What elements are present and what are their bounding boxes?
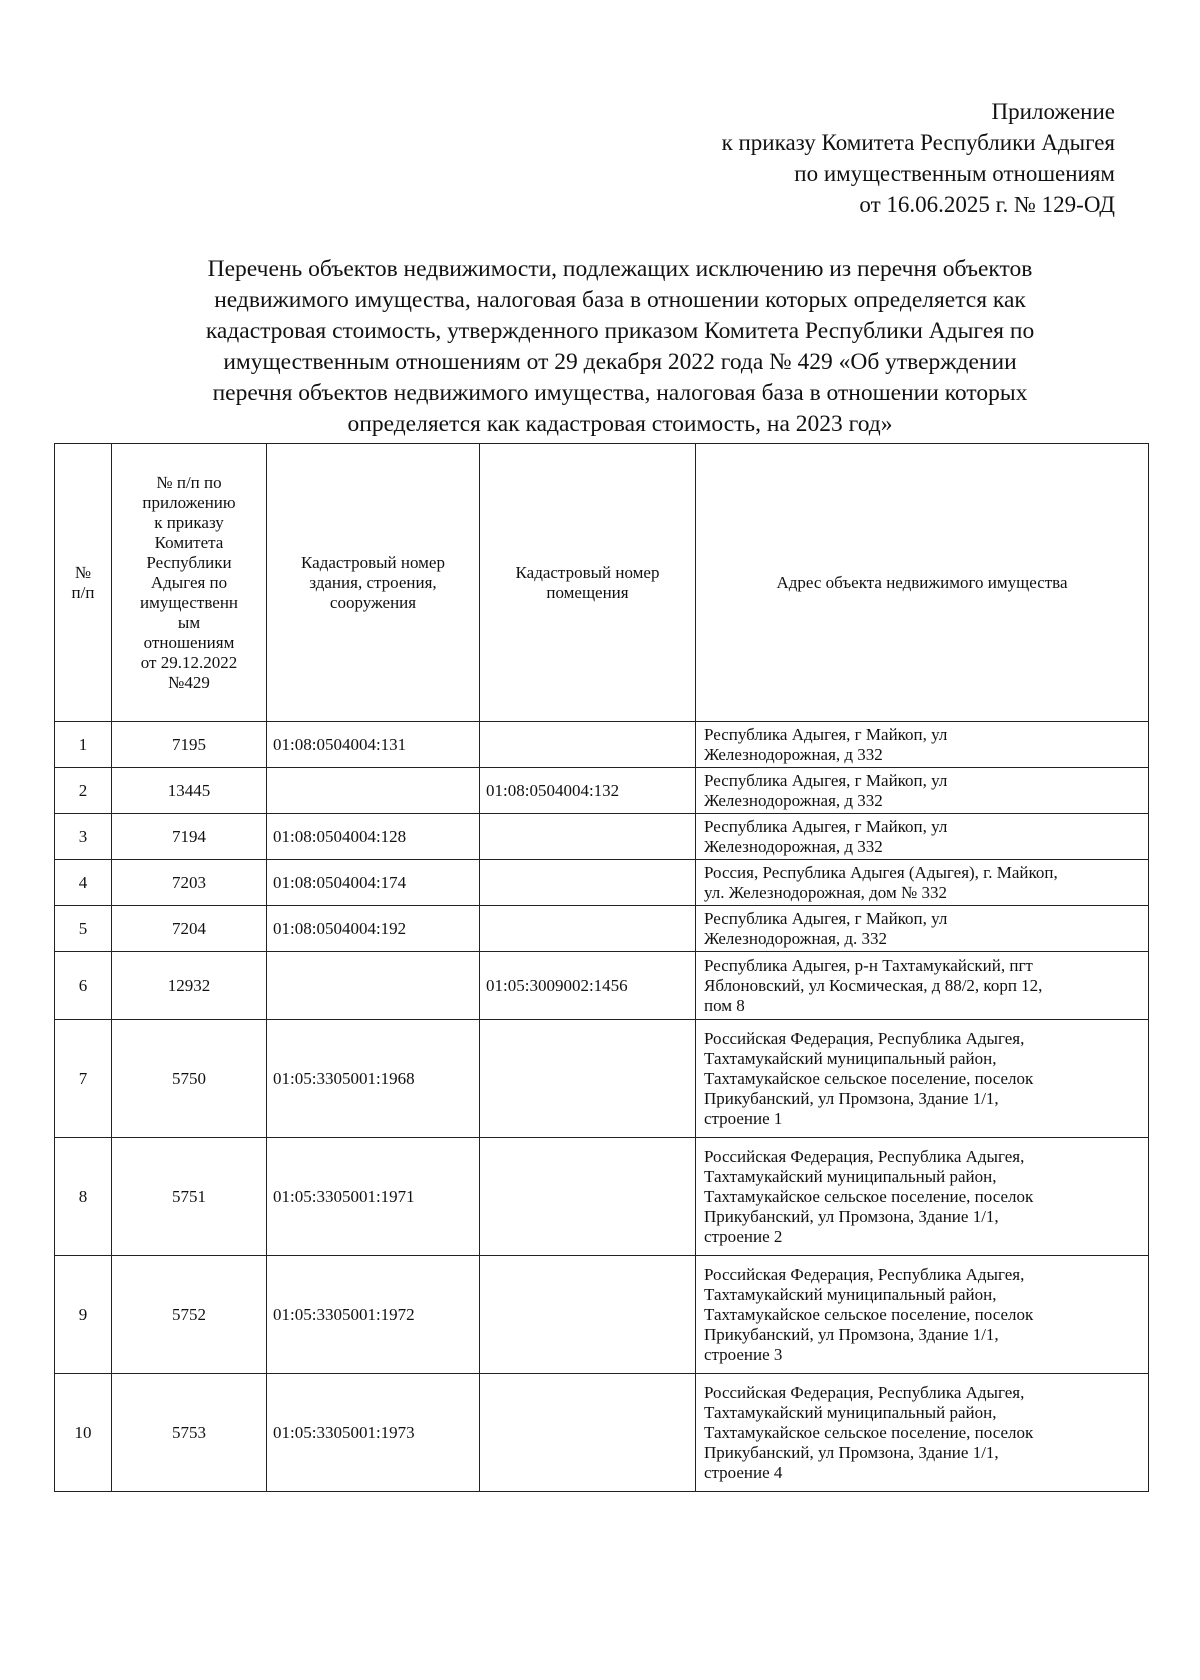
cell-premises-cadastral: [480, 860, 696, 906]
cell-address: [696, 1020, 1149, 1138]
property-table: [54, 443, 1149, 1492]
address-line: ул. Железнодорожная, дом № 332: [704, 882, 947, 902]
cell-address: [696, 1138, 1149, 1256]
address-line: Железнодорожная, д 332: [704, 744, 883, 764]
cell-premises-cadastral: [480, 1020, 696, 1138]
address-line: Тахтамукайское сельское поселение, поселок: [704, 1068, 1034, 1088]
address-line: Тахтамукайский муниципальный район,: [704, 1048, 997, 1068]
address-line: строение 1: [704, 1108, 783, 1128]
document-title: [110, 254, 1130, 440]
address-line: Железнодорожная, д 332: [704, 836, 883, 856]
cell-reference-number: 7204: [112, 906, 267, 952]
cell-building-cadastral: [267, 952, 480, 1020]
cell-building-cadastral: 01:08:0504004:192: [267, 906, 480, 952]
address-line: Яблоновский, ул Космическая, д 88/2, корп 12,: [704, 975, 1043, 995]
address-line: Прикубанский, ул Промзона, Здание 1/1,: [704, 1088, 999, 1108]
appendix-block: [475, 96, 1115, 220]
cell-premises-cadastral: [480, 1374, 696, 1492]
header-row: [55, 444, 1149, 722]
address-line: Российская Федерация, Республика Адыгея,: [704, 1382, 1025, 1402]
address-line: Российская Федерация, Республика Адыгея,: [704, 1028, 1025, 1048]
table-row: [55, 906, 1149, 952]
title-line: определяется как кадастровая стоимость, на 2023 год»: [347, 411, 893, 437]
cell-premises-cadastral: 01:08:0504004:132: [480, 768, 696, 814]
address-line: Тахтамукайское сельское поселение, поселок: [704, 1304, 1034, 1324]
address-line: Россия, Республика Адыгея (Адыгея), г. Майкоп,: [704, 862, 1058, 882]
address-line: Тахтамукайское сельское поселение, поселок: [704, 1186, 1034, 1206]
cell-row-number: 9: [55, 1256, 112, 1374]
address-line: строение 4: [704, 1462, 783, 1482]
cell-address: [696, 722, 1149, 768]
cell-reference-number: 12932: [112, 952, 267, 1020]
header-row-number: № п/п: [55, 444, 112, 722]
address-line: Прикубанский, ул Промзона, Здание 1/1,: [704, 1206, 999, 1226]
cell-row-number: 7: [55, 1020, 112, 1138]
address-line: Железнодорожная, д. 332: [704, 928, 888, 948]
cell-building-cadastral: [267, 768, 480, 814]
address-line: Российская Федерация, Республика Адыгея,: [704, 1146, 1025, 1166]
address-line: Республика Адыгея, г Майкоп, ул: [704, 816, 948, 836]
address-line: Прикубанский, ул Промзона, Здание 1/1,: [704, 1442, 999, 1462]
cell-building-cadastral: 01:08:0504004:131: [267, 722, 480, 768]
cell-reference-number: 7195: [112, 722, 267, 768]
header-reference-number: № п/п по приложению к приказу Комитета Республики Адыгея по имущественн ым отношениям от 29.12.2022 №429: [112, 444, 267, 722]
address-line: Прикубанский, ул Промзона, Здание 1/1,: [704, 1324, 999, 1344]
appendix-line: Приложение: [991, 99, 1115, 124]
appendix-line: к приказу Комитета Республики Адыгея: [721, 130, 1115, 155]
cell-row-number: 5: [55, 906, 112, 952]
cell-building-cadastral: 01:08:0504004:174: [267, 860, 480, 906]
cell-premises-cadastral: 01:05:3009002:1456: [480, 952, 696, 1020]
address-line: Республика Адыгея, р-н Тахтамукайский, пгт: [704, 955, 1033, 975]
address-line: Тахтамукайский муниципальный район,: [704, 1402, 997, 1422]
cell-address: [696, 1374, 1149, 1492]
address-line: Тахтамукайское сельское поселение, поселок: [704, 1422, 1034, 1442]
cell-premises-cadastral: [480, 722, 696, 768]
table-row: [55, 860, 1149, 906]
address-line: Республика Адыгея, г Майкоп, ул: [704, 724, 948, 744]
table-row: [55, 722, 1149, 768]
cell-row-number: 2: [55, 768, 112, 814]
title-line: Перечень объектов недвижимости, подлежащих исключению из перечня объектов: [207, 256, 1033, 282]
title-line: перечня объектов недвижимого имущества, налоговая база в отношении которых: [212, 380, 1028, 406]
table-row: [55, 1256, 1149, 1374]
cell-row-number: 1: [55, 722, 112, 768]
title-line: кадастровая стоимость, утвержденного приказом Комитета Республики Адыгея по: [205, 318, 1035, 344]
cell-building-cadastral: 01:05:3305001:1973: [267, 1374, 480, 1492]
cell-premises-cadastral: [480, 1256, 696, 1374]
address-line: Железнодорожная, д 332: [704, 790, 883, 810]
cell-row-number: 10: [55, 1374, 112, 1492]
address-line: строение 3: [704, 1344, 783, 1364]
cell-reference-number: 7194: [112, 814, 267, 860]
cell-building-cadastral: 01:05:3305001:1972: [267, 1256, 480, 1374]
cell-reference-number: 5752: [112, 1256, 267, 1374]
address-line: Тахтамукайский муниципальный район,: [704, 1166, 997, 1186]
table-row: [55, 1020, 1149, 1138]
cell-premises-cadastral: [480, 814, 696, 860]
table-row: [55, 768, 1149, 814]
cell-premises-cadastral: [480, 1138, 696, 1256]
address-line: Республика Адыгея, г Майкоп, ул: [704, 908, 948, 928]
table-header: [55, 444, 1149, 722]
table-row: [55, 814, 1149, 860]
cell-address: [696, 814, 1149, 860]
cell-reference-number: 5750: [112, 1020, 267, 1138]
cell-premises-cadastral: [480, 906, 696, 952]
cell-address: [696, 906, 1149, 952]
address-line: строение 2: [704, 1226, 783, 1246]
title-line: имущественным отношениям от 29 декабря 2022 года № 429 «Об утверждении: [223, 349, 1017, 375]
cell-reference-number: 5751: [112, 1138, 267, 1256]
table-body: [55, 722, 1149, 1492]
cell-row-number: 8: [55, 1138, 112, 1256]
cell-reference-number: 13445: [112, 768, 267, 814]
address-line: Республика Адыгея, г Майкоп, ул: [704, 770, 948, 790]
cell-address: [696, 768, 1149, 814]
title-line: недвижимого имущества, налоговая база в отношении которых определяется как: [214, 287, 1026, 313]
cell-address: [696, 860, 1149, 906]
cell-row-number: 3: [55, 814, 112, 860]
header-building-cadastral: Кадастровый номер здания, строения, сооружения: [267, 444, 480, 722]
cell-address: [696, 952, 1149, 1020]
address-line: пом 8: [704, 995, 745, 1015]
cell-building-cadastral: 01:08:0504004:128: [267, 814, 480, 860]
appendix-line: по имущественным отношениям: [794, 161, 1115, 186]
cell-reference-number: 7203: [112, 860, 267, 906]
appendix-line: от 16.06.2025 г. № 129-ОД: [859, 192, 1115, 217]
cell-reference-number: 5753: [112, 1374, 267, 1492]
cell-row-number: 4: [55, 860, 112, 906]
table-row: [55, 952, 1149, 1020]
header-premises-cadastral: Кадастровый номер помещения: [480, 444, 696, 722]
table-row: [55, 1138, 1149, 1256]
address-line: Тахтамукайский муниципальный район,: [704, 1284, 997, 1304]
cell-row-number: 6: [55, 952, 112, 1020]
cell-building-cadastral: 01:05:3305001:1971: [267, 1138, 480, 1256]
cell-building-cadastral: 01:05:3305001:1968: [267, 1020, 480, 1138]
cell-address: [696, 1256, 1149, 1374]
header-address: Адрес объекта недвижимого имущества: [696, 444, 1149, 722]
table-row: [55, 1374, 1149, 1492]
address-line: Российская Федерация, Республика Адыгея,: [704, 1264, 1025, 1284]
